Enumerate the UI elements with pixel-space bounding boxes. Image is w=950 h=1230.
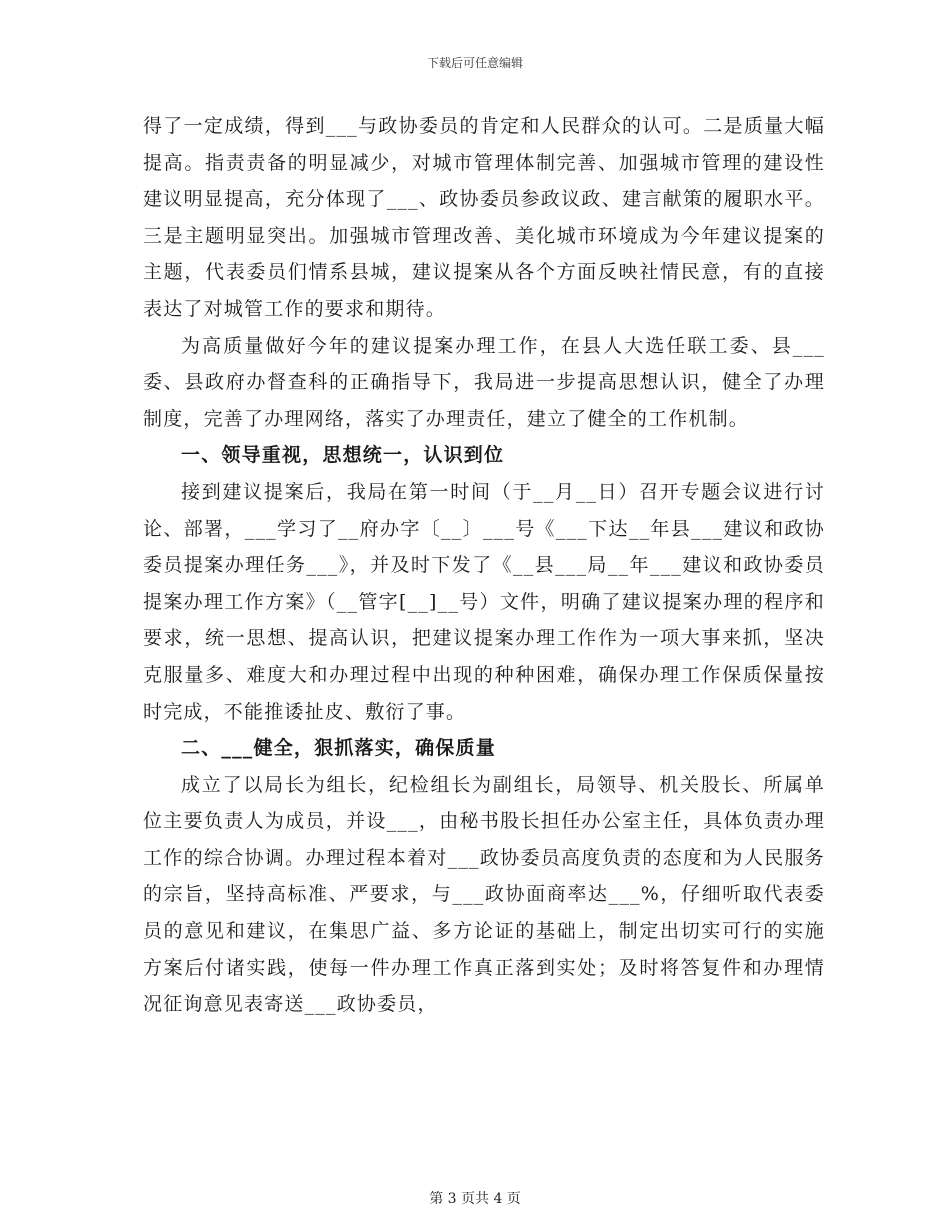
- paragraph: 为高质量做好今年的建议提案办理工作，在县人大选任联工委、县___委、县政府办督查科的正确指导下，我局进一步提高思想认识，健全了办理制度，完善了办理网络，落实了办理责任，建立了健全的工作机制。: [143, 334, 825, 430]
- section-heading: 二、___健全，狠抓落实，确保质量: [181, 737, 496, 760]
- paragraph: 成立了以局长为组长，纪检组长为副组长，局领导、机关股长、所属单位主要负责人为成员，并设___，由秘书股长担任办公室主任，具体负责办理工作的综合协调。办理过程本着对___政协委员高度负责的态度和为人民服务的宗旨，坚持高标准、严要求，与___政协面商率达___%，仔细听取代表委员的意见和建议，在集思广益、多方论证的基础上，制定出切实可行的实施方案后付诸实践，使每一件办理工作真正落到实处；及时将答复件和办理情况征询意见表寄送___政协委员，: [143, 773, 825, 1016]
- paragraph: 得了一定成绩，得到___与政协委员的肯定和人民群众的认可。二是质量大幅提高。指责责备的明显减少，对城市管理体制完善、加强城市管理的建设性建议明显提高，充分体现了___、政协委员参政议政、建言献策的履职水平。三是主题明显突出。加强城市管理改善、美化城市环境成为今年建议提案的主题，代表委员们情系县城，建议提案从各个方面反映社情民意，有的直接表达了对城管工作的要求和期待。: [143, 115, 825, 320]
- page-header: 下载后可任意编辑: [426, 56, 523, 70]
- section-heading: 一、领导重视，思想统一，认识到位: [181, 444, 505, 467]
- page-footer: 第 3 页共 4 页: [429, 1191, 521, 1207]
- paragraph: 接到建议提案后，我局在第一时间（于__月__日）召开专题会议进行讨论、部署，___学习了__府办字〔__〕___号《___下达__年县___建议和政协委员提案办理任务___》，并及时下发了《__县___局__年___建议和政协委员提案办理工作方案》（__管字[__]__号）文件，明确了建议提案办理的程序和要求，统一思想、提高认识，把建议提案办理工作作为一项大事来抓，坚决克服量多、难度大和办理过程中出现的种种困难，确保办理工作保质保量按时完成，不能推诿扯皮、敷衍了事。: [143, 480, 825, 723]
- document-body: [143, 108, 825, 1023]
